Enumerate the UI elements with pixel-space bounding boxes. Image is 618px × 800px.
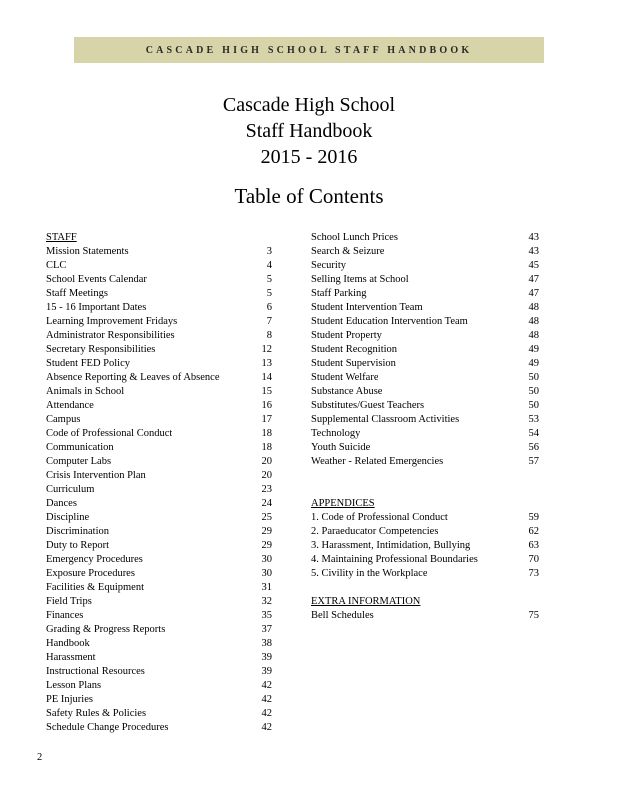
toc-entry-page: 23 <box>261 484 272 495</box>
toc-entry <box>46 385 272 399</box>
toc-entry <box>311 371 539 385</box>
spacer <box>311 469 539 497</box>
toc-entry-page: 8 <box>266 330 272 341</box>
toc-entry-label: 5. Civility in the Workplace <box>311 568 428 579</box>
toc-entry-page: 47 <box>528 274 539 285</box>
toc-entry <box>46 637 272 651</box>
toc-entry-label: Emergency Procedures <box>46 554 143 565</box>
toc-entry <box>46 567 272 581</box>
toc-entry <box>311 609 539 623</box>
handbook-header-banner <box>74 37 544 63</box>
spacer <box>311 581 539 595</box>
toc-entry <box>311 357 539 371</box>
toc-entry <box>46 721 272 735</box>
toc-entry-label: 3. Harassment, Intimidation, Bullying <box>311 540 471 551</box>
toc-entry-page: 57 <box>528 456 539 467</box>
toc-entry <box>46 595 272 609</box>
toc-entry <box>46 665 272 679</box>
toc-entry-page: 39 <box>261 652 272 663</box>
toc-right-list <box>311 231 539 469</box>
toc-entry-label: Attendance <box>46 400 94 411</box>
toc-entry-page: 20 <box>261 470 272 481</box>
toc-entry <box>311 455 539 469</box>
toc-entry-label: Security <box>311 260 346 271</box>
toc-entry-label: Curriculum <box>46 484 95 495</box>
toc-right-column <box>311 231 539 623</box>
toc-entry <box>311 567 539 581</box>
toc-entry-label: 1. Code of Professional Conduct <box>311 512 448 523</box>
toc-entry <box>46 525 272 539</box>
toc-entry-page: 43 <box>528 232 539 243</box>
toc-entry-page: 32 <box>261 596 272 607</box>
toc-entry <box>311 343 539 357</box>
title-line-school: Cascade High School <box>222 94 396 116</box>
toc-entry-page: 35 <box>261 610 272 621</box>
toc-entry <box>46 441 272 455</box>
toc-entry <box>311 231 539 245</box>
toc-entry-page: 29 <box>261 526 272 537</box>
toc-entry-page: 38 <box>261 638 272 649</box>
toc-entry-page: 63 <box>528 540 539 551</box>
toc-entry-label: Secretary Responsibilities <box>46 344 156 355</box>
toc-entry <box>311 329 539 343</box>
toc-entry-label: Discrimination <box>46 526 109 537</box>
toc-entry <box>311 259 539 273</box>
toc-entry-label: Duty to Report <box>46 540 109 551</box>
toc-entry-page: 70 <box>528 554 539 565</box>
toc-entry <box>46 539 272 553</box>
appendices-heading-text: APPENDICES <box>311 498 375 509</box>
toc-entry-page: 16 <box>261 400 272 411</box>
toc-entry <box>46 511 272 525</box>
toc-title: Table of Contents <box>234 184 384 208</box>
toc-entry-label: Facilities & Equipment <box>46 582 144 593</box>
toc-entry-label: Student Welfare <box>311 372 379 383</box>
toc-entry <box>46 707 272 721</box>
toc-entry <box>46 497 272 511</box>
toc-entry <box>46 301 272 315</box>
toc-entry <box>46 651 272 665</box>
toc-entry-label: Discipline <box>46 512 90 523</box>
toc-entry-label: 2. Paraeducator Competencies <box>311 526 439 537</box>
toc-entry-label: Lesson Plans <box>46 680 102 691</box>
toc-entry-label: Student Education Intervention Team <box>311 316 468 327</box>
toc-entry-label: PE Injuries <box>46 694 93 705</box>
toc-entry-label: Student Recognition <box>311 344 398 355</box>
toc-entry-page: 48 <box>528 302 539 313</box>
toc-entry-label: School Lunch Prices <box>311 232 398 243</box>
toc-entry <box>46 245 272 259</box>
toc-entry-label: Schedule Change Procedures <box>46 722 169 733</box>
toc-entry-label: Grading & Progress Reports <box>46 624 166 635</box>
toc-entry <box>46 483 272 497</box>
toc-entry <box>311 427 539 441</box>
toc-entry <box>311 413 539 427</box>
toc-entry-page: 48 <box>528 330 539 341</box>
toc-entry-label: Harassment <box>46 652 96 663</box>
toc-entry-label: Student Intervention Team <box>311 302 423 313</box>
toc-entry-page: 5 <box>266 288 272 299</box>
toc-entry <box>46 455 272 469</box>
toc-entry-page: 50 <box>528 400 539 411</box>
toc-entry <box>46 357 272 371</box>
toc-entry-label: Code of Professional Conduct <box>46 428 173 439</box>
toc-entry <box>311 525 539 539</box>
toc-entry-label: Bell Schedules <box>311 610 374 621</box>
toc-entry-page: 53 <box>528 414 539 425</box>
toc-entry-label: Safety Rules & Policies <box>46 708 147 719</box>
toc-entry-label: Student Supervision <box>311 358 396 369</box>
toc-entry <box>46 553 272 567</box>
toc-entry-page: 75 <box>528 610 539 621</box>
toc-entry <box>46 413 272 427</box>
toc-entry-page: 17 <box>261 414 272 425</box>
toc-entry <box>46 581 272 595</box>
toc-entry-page: 50 <box>528 372 539 383</box>
toc-entry-label: Supplemental Classroom Activities <box>311 414 460 425</box>
toc-entry-page: 39 <box>261 666 272 677</box>
toc-entry <box>46 329 272 343</box>
toc-entry-label: Search & Seizure <box>311 246 385 257</box>
toc-entry <box>46 287 272 301</box>
toc-entry-page: 73 <box>528 568 539 579</box>
toc-entry <box>311 553 539 567</box>
toc-entry-page: 43 <box>528 246 539 257</box>
toc-entry <box>46 693 272 707</box>
toc-entry <box>311 511 539 525</box>
toc-entry-page: 6 <box>266 302 272 313</box>
toc-entry-page: 25 <box>261 512 272 523</box>
toc-entry-page: 59 <box>528 512 539 523</box>
toc-entry-label: School Events Calendar <box>46 274 147 285</box>
staff-heading-text: STAFF <box>46 232 77 243</box>
toc-entry <box>311 273 539 287</box>
toc-entry-label: Field Trips <box>46 596 92 607</box>
toc-entry-page: 54 <box>528 428 539 439</box>
toc-entry-page: 12 <box>261 344 272 355</box>
toc-entry-label: Crisis Intervention Plan <box>46 470 146 481</box>
toc-entry-page: 56 <box>528 442 539 453</box>
toc-entry-label: Student FED Policy <box>46 358 131 369</box>
toc-entry-page: 14 <box>261 372 272 383</box>
toc-entry-label: Handbook <box>46 638 90 649</box>
toc-entry-label: Computer Labs <box>46 456 112 467</box>
section-heading-staff <box>46 231 272 245</box>
toc-entry <box>46 427 272 441</box>
toc-entry-page: 7 <box>266 316 272 327</box>
toc-entry-label: 4. Maintaining Professional Boundaries <box>311 554 478 565</box>
toc-entry <box>46 371 272 385</box>
toc-entry-label: Staff Parking <box>311 288 367 299</box>
toc-entry-label: 15 - 16 Important Dates <box>46 302 147 313</box>
header-banner-text: CASCADE HIGH SCHOOL STAFF HANDBOOK <box>145 44 473 56</box>
toc-entry-page: 18 <box>261 442 272 453</box>
toc-entry-page: 3 <box>266 246 272 257</box>
toc-entry <box>311 539 539 553</box>
toc-entry <box>46 343 272 357</box>
section-heading-extra-information <box>311 595 539 609</box>
toc-entry-page: 49 <box>528 344 539 355</box>
toc-entry <box>311 245 539 259</box>
toc-entry <box>311 399 539 413</box>
toc-entry-label: Instructional Resources <box>46 666 145 677</box>
title-line-year: 2015 - 2016 <box>260 146 358 168</box>
document-title <box>0 92 618 170</box>
toc-entry-page: 31 <box>261 582 272 593</box>
toc-entry-label: Administrator Responsibilities <box>46 330 175 341</box>
toc-entry-page: 30 <box>261 568 272 579</box>
toc-entry <box>46 609 272 623</box>
toc-entry-page: 47 <box>528 288 539 299</box>
toc-entry <box>46 469 272 483</box>
toc-entry-label: Mission Statements <box>46 246 129 257</box>
title-line-handbook: Staff Handbook <box>245 120 373 142</box>
toc-entry <box>46 259 272 273</box>
toc-entry-label: Substance Abuse <box>311 386 383 397</box>
toc-entry-page: 30 <box>261 554 272 565</box>
toc-entry-page: 5 <box>266 274 272 285</box>
page-number: 2 <box>37 752 43 763</box>
toc-entry-page: 4 <box>266 260 272 271</box>
toc-entry-page: 18 <box>261 428 272 439</box>
toc-entry-label: Substitutes/Guest Teachers <box>311 400 425 411</box>
toc-entry-label: Youth Suicide <box>311 442 371 453</box>
toc-entry-page: 15 <box>261 386 272 397</box>
toc-entry-page: 13 <box>261 358 272 369</box>
toc-entry-page: 20 <box>261 456 272 467</box>
toc-left-list <box>46 245 272 735</box>
toc-entry-page: 50 <box>528 386 539 397</box>
toc-entry-label: Student Property <box>311 330 382 341</box>
toc-extra-list <box>311 609 539 623</box>
toc-entry-page: 62 <box>528 526 539 537</box>
toc-entry-label: Technology <box>311 428 361 439</box>
toc-entry <box>46 315 272 329</box>
toc-entry <box>46 273 272 287</box>
toc-entry <box>311 441 539 455</box>
extra-heading-text: EXTRA INFORMATION <box>311 596 421 607</box>
toc-entry <box>46 679 272 693</box>
toc-entry-label: Learning Improvement Fridays <box>46 316 178 327</box>
toc-entry <box>46 623 272 637</box>
toc-entry-label: Exposure Procedures <box>46 568 135 579</box>
toc-entry <box>311 287 539 301</box>
toc-entry-page: 49 <box>528 358 539 369</box>
toc-entry <box>46 399 272 413</box>
toc-entry-label: CLC <box>46 260 67 271</box>
toc-entry-page: 24 <box>261 498 272 509</box>
toc-entry-page: 45 <box>528 260 539 271</box>
toc-entry <box>311 315 539 329</box>
toc-entry-label: Weather - Related Emergencies <box>311 456 444 467</box>
section-heading-appendices <box>311 497 539 511</box>
toc-entry-page: 42 <box>261 694 272 705</box>
toc-entry-label: Communication <box>46 442 114 453</box>
toc-entry <box>311 385 539 399</box>
toc-entry <box>311 301 539 315</box>
toc-entry-label: Animals in School <box>46 386 125 397</box>
toc-entry-label: Absence Reporting & Leaves of Absence <box>46 372 220 383</box>
toc-left-column <box>46 231 272 735</box>
toc-entry-label: Selling Items at School <box>311 274 409 285</box>
toc-entry-page: 37 <box>261 624 272 635</box>
toc-entry-page: 29 <box>261 540 272 551</box>
toc-entry-page: 42 <box>261 680 272 691</box>
toc-entry-label: Finances <box>46 610 84 621</box>
toc-appendix-list <box>311 511 539 581</box>
toc-entry-page: 42 <box>261 708 272 719</box>
toc-entry-page: 48 <box>528 316 539 327</box>
toc-entry-label: Dances <box>46 498 77 509</box>
toc-entry-label: Campus <box>46 414 81 425</box>
toc-entry-label: Staff Meetings <box>46 288 108 299</box>
toc-entry-page: 42 <box>261 722 272 733</box>
